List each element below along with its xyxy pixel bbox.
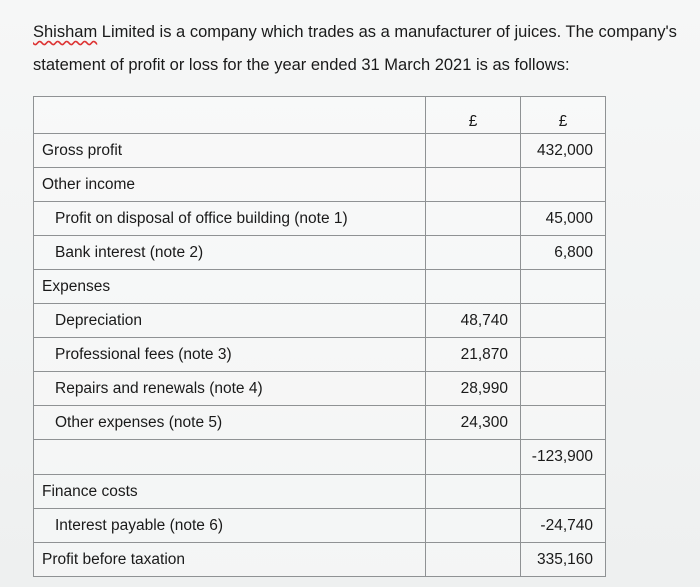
row-col1	[426, 270, 521, 304]
row-label: Other income	[34, 168, 426, 202]
header-col2-currency: £	[521, 97, 606, 134]
table-row	[34, 475, 606, 509]
row-col1	[426, 475, 521, 509]
table-row	[34, 372, 606, 406]
table-row	[34, 304, 606, 338]
row-col1	[426, 440, 521, 475]
row-col1: 48,740	[426, 304, 521, 338]
intro-line-1	[33, 16, 693, 49]
row-col1	[426, 134, 521, 168]
row-label: Interest payable (note 6)	[34, 509, 426, 543]
row-label: Profit on disposal of office building (note 1)	[34, 202, 426, 236]
row-col1	[426, 168, 521, 202]
table-row	[34, 270, 606, 304]
row-label: Profit before taxation	[34, 543, 426, 577]
row-col2: 45,000	[521, 202, 606, 236]
intro-paragraph	[33, 16, 693, 82]
row-label: Other expenses (note 5)	[34, 406, 426, 440]
row-col1: 21,870	[426, 338, 521, 372]
company-name: Shisham	[33, 23, 98, 41]
table-row	[34, 202, 606, 236]
intro-line-1-text: Limited is a company which trades as a manufacturer of juices. The company's	[97, 23, 677, 41]
row-label: Bank interest (note 2)	[34, 236, 426, 270]
row-label: Depreciation	[34, 304, 426, 338]
row-label: Gross profit	[34, 134, 426, 168]
row-col2	[521, 406, 606, 440]
table-row	[34, 440, 606, 475]
row-col1	[426, 202, 521, 236]
header-col1-currency: £	[426, 97, 521, 134]
row-col2: 6,800	[521, 236, 606, 270]
row-col1	[426, 543, 521, 577]
row-col2	[521, 372, 606, 406]
header-label-cell	[34, 97, 426, 134]
intro-line-2: statement of profit or loss for the year ended 31 March 2021 is as follows:	[33, 56, 570, 74]
row-col2: 432,000	[521, 134, 606, 168]
row-label	[34, 440, 426, 475]
row-col1: 24,300	[426, 406, 521, 440]
row-col2: -24,740	[521, 509, 606, 543]
table-row	[34, 134, 606, 168]
row-col2: 335,160	[521, 543, 606, 577]
row-label: Finance costs	[34, 475, 426, 509]
table-row	[34, 509, 606, 543]
row-col1	[426, 509, 521, 543]
row-label: Repairs and renewals (note 4)	[34, 372, 426, 406]
row-col2: -123,900	[521, 440, 606, 475]
row-label: Expenses	[34, 270, 426, 304]
row-label: Professional fees (note 3)	[34, 338, 426, 372]
table-row	[34, 543, 606, 577]
row-col2	[521, 168, 606, 202]
row-col2	[521, 304, 606, 338]
row-col2	[521, 270, 606, 304]
row-col2	[521, 475, 606, 509]
table-row	[34, 338, 606, 372]
table-header-row	[34, 97, 606, 134]
profit-loss-table	[33, 96, 606, 577]
table-row	[34, 406, 606, 440]
table-row	[34, 168, 606, 202]
row-col1: 28,990	[426, 372, 521, 406]
row-col1	[426, 236, 521, 270]
table-row	[34, 236, 606, 270]
row-col2	[521, 338, 606, 372]
